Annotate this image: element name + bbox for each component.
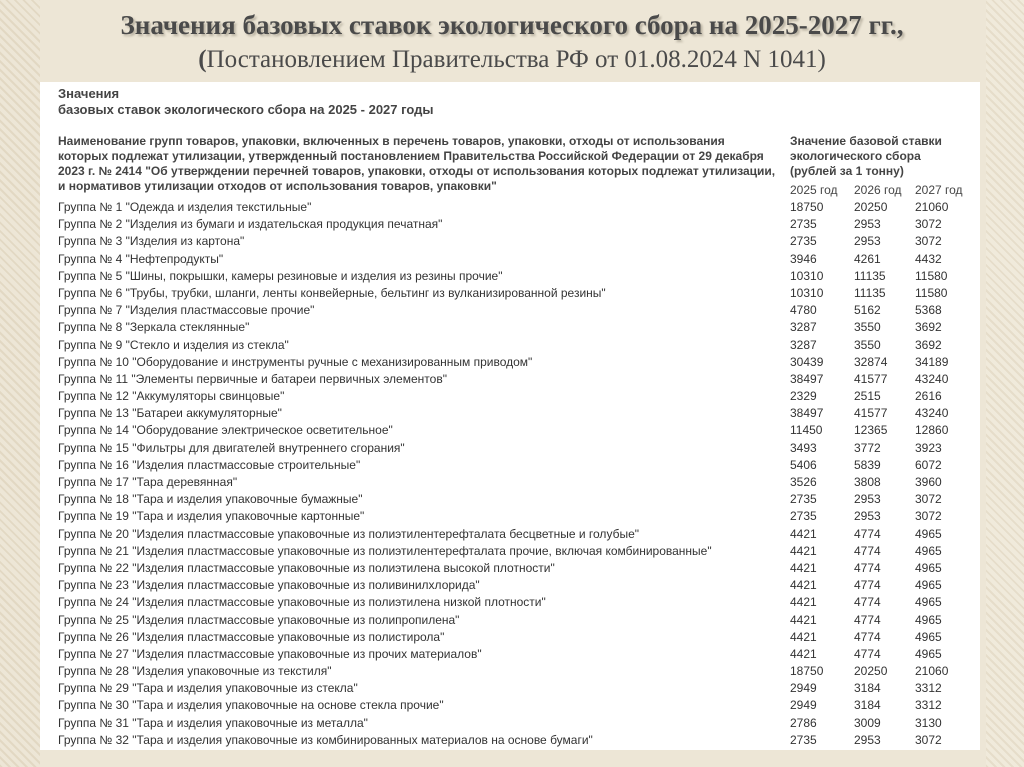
group-name-cell: Группа № 27 "Изделия пластмассовые упаковочные из прочих материалов" [58,646,482,661]
value-2027-cell: 3923 [915,440,942,455]
value-2026-cell: 2953 [854,492,881,507]
group-name-cell: Группа № 22 "Изделия пластмассовые упаковочные из полиэтилена высокой плотности" [58,560,555,575]
value-2025-cell: 4421 [790,560,817,575]
slide-title-line2 [0,44,1024,76]
value-2027-cell: 11580 [915,285,948,300]
table-row [58,251,968,268]
value-2027-cell: 34189 [915,354,949,369]
group-name-cell: Группа № 12 "Аккумуляторы свинцовые" [58,389,285,404]
value-2026-cell: 5839 [854,457,881,472]
value-2026-cell: 41577 [854,371,888,386]
value-2025-cell: 38497 [790,371,824,386]
value-2027-cell: 3130 [915,715,942,730]
value-2025-cell: 2329 [790,389,817,404]
value-2025-cell: 2949 [790,698,817,713]
value-2027-cell: 3960 [915,475,942,489]
group-name-cell: Группа № 21 "Изделия пластмассовые упаковочные из полиэтилентерефталата прочие, включая комбинированные" [58,543,712,558]
value-2025-cell: 4421 [790,595,817,610]
value-2027-cell: 4965 [915,560,942,575]
group-name-cell: Группа № 13 "Батареи аккумуляторные" [58,406,282,421]
value-2027-cell: 12860 [915,423,949,438]
table-row [58,422,968,439]
value-2025-cell: 3287 [790,320,817,335]
value-2025-cell: 30439 [790,354,824,369]
value-2027-cell: 6072 [915,457,942,472]
group-name-cell: Группа № 32 "Тара и изделия упаковочные из комбинированных материалов на основе бумаги" [58,732,593,747]
document-heading-line1: Значения [58,86,120,101]
group-name-cell: Группа № 24 "Изделия пластмассовые упаковочные из полиэтилена низкой плотности" [58,595,546,610]
value-2026-cell: 4774 [854,595,881,610]
value-2026-cell: 3550 [854,320,881,335]
value-2025-cell: 2735 [790,492,817,507]
table-row [58,577,968,594]
value-2026-cell: 12365 [854,423,888,438]
value-2025-cell: 3946 [790,251,817,266]
table-row [58,629,968,646]
year-header-row [790,182,980,199]
value-2026-cell: 11135 [854,285,886,300]
year-header-2026: 2026 год [854,183,902,197]
value-2025-cell: 2735 [790,217,817,232]
table-row [58,612,968,629]
column-header-name: Наименование групп товаров, упаковки, включенных в перечень товаров, упаковки, отходы от использования которых подлежат утилизации, утвержденный постановлением Правительства Российской Федерации от 29 декабря 2023 г. № 2414 "Об утверждении перечней товаров, упаковки, отходы от использования которых подлежат утилизации, и нормативов утилизации отходов от использования товаров, упаковки" [58,134,776,193]
group-name-cell: Группа № 26 "Изделия пластмассовые упаковочные из полистирола" [58,629,445,644]
value-2025-cell: 4421 [790,629,817,644]
value-2027-cell: 3312 [915,698,942,713]
group-name-cell: Группа № 31 "Тара и изделия упаковочные из металла" [58,715,368,730]
value-2025-cell: 18750 [790,200,824,214]
value-2027-cell: 43240 [915,371,949,386]
table-row [58,508,968,525]
value-2027-cell: 4432 [915,251,942,266]
group-name-cell: Группа № 9 "Стекло и изделия из стекла" [58,337,289,352]
table-row [58,233,968,250]
value-2027-cell: 43240 [915,406,949,421]
table-row [58,440,968,457]
value-2026-cell: 2953 [854,217,881,232]
group-name-cell: Группа № 28 "Изделия упаковочные из текстиля" [58,664,332,679]
value-2026-cell: 4774 [854,646,881,661]
table-row [58,474,968,491]
value-2026-cell: 41577 [854,406,888,421]
group-name-cell: Группа № 23 "Изделия пластмассовые упаковочные из поливинилхлорида" [58,578,480,593]
table-row [58,371,968,388]
group-name-cell: Группа № 20 "Изделия пластмассовые упаковочные из полиэтилентерефталата бесцветные и голубые" [58,526,640,541]
value-2027-cell: 3072 [915,492,942,507]
value-2027-cell: 4965 [915,612,942,627]
value-2026-cell: 3184 [854,681,881,696]
value-2025-cell: 3526 [790,475,817,489]
table-row [58,560,968,577]
value-2027-cell: 4965 [915,526,942,541]
table-row [58,697,968,714]
table-row [58,319,968,336]
table-row [58,354,968,371]
value-2025-cell: 11450 [790,423,823,438]
table-row [58,526,968,543]
value-2026-cell: 20250 [854,200,888,214]
group-name-cell: Группа № 10 "Оборудование и инструменты ручные с механизированным приводом" [58,354,533,369]
group-name-cell: Группа № 30 "Тара и изделия упаковочные на основе стекла прочие" [58,698,444,713]
year-header-2027: 2027 год [915,183,963,197]
table-body [58,199,968,749]
value-2027-cell: 3072 [915,509,942,524]
group-name-cell: Группа № 14 "Оборудование электрическое осветительное" [58,423,393,438]
value-2025-cell: 2735 [790,234,817,249]
value-2027-cell: 3072 [915,732,942,747]
group-name-cell: Группа № 6 "Трубы, трубки, шланги, ленты конвейерные, бельтинг из вулканизированной резины" [58,285,606,300]
value-2025-cell: 38497 [790,406,824,421]
group-name-cell: Группа № 16 "Изделия пластмассовые строительные" [58,457,361,472]
value-2025-cell: 4421 [790,526,817,541]
value-2027-cell: 3312 [915,681,942,696]
value-2026-cell: 4774 [854,578,881,593]
table-row [58,388,968,405]
value-2026-cell: 11135 [854,268,886,283]
value-2026-cell: 3550 [854,337,881,352]
group-name-cell: Группа № 15 "Фильтры для двигателей внутреннего сгорания" [58,440,405,455]
slide-title [0,8,1024,76]
value-2026-cell: 4261 [854,251,881,266]
value-2025-cell: 10310 [790,285,824,300]
group-name-cell: Группа № 17 "Тара деревянная" [58,475,238,489]
value-2026-cell: 32874 [854,354,888,369]
value-2027-cell: 2616 [915,389,942,404]
value-2025-cell: 2735 [790,732,817,747]
value-2025-cell: 5406 [790,457,817,472]
value-2027-cell: 3692 [915,320,942,335]
table-row [58,199,968,216]
value-2027-cell: 4965 [915,595,942,610]
group-name-cell: Группа № 19 "Тара и изделия упаковочные картонные" [58,509,365,524]
value-2027-cell: 21060 [915,664,949,679]
table-row [58,285,968,302]
value-2025-cell: 4421 [790,578,817,593]
value-2026-cell: 2953 [854,234,881,249]
value-2025-cell: 3287 [790,337,817,352]
group-name-cell: Группа № 29 "Тара и изделия упаковочные из стекла" [58,681,358,696]
group-name-cell: Группа № 2 "Изделия из бумаги и издательская продукция печатная" [58,217,443,232]
slide-left-border [0,0,40,767]
group-name-cell: Группа № 8 "Зеркала стеклянные" [58,320,250,335]
value-2027-cell: 5368 [915,303,942,318]
table-row [58,543,968,560]
table-row [58,268,968,285]
group-name-cell: Группа № 1 "Одежда и изделия текстильные" [58,200,312,214]
value-2026-cell: 5162 [854,303,881,318]
value-2025-cell: 4780 [790,303,817,318]
value-2026-cell: 2953 [854,509,881,524]
value-2025-cell: 2949 [790,681,817,696]
table-row [58,405,968,422]
group-name-cell: Группа № 3 "Изделия из картона" [58,234,245,249]
value-2027-cell: 21060 [915,200,949,214]
value-2027-cell: 4965 [915,578,942,593]
value-2027-cell: 4965 [915,629,942,644]
value-2026-cell: 3772 [854,440,881,455]
table-row [58,663,968,680]
table-row [58,337,968,354]
value-2025-cell: 4421 [790,612,817,627]
value-2027-cell: 4965 [915,543,942,558]
value-2027-cell: 4965 [915,646,942,661]
group-name-cell: Группа № 25 "Изделия пластмассовые упаковочные из полипропилена" [58,612,460,627]
slide-right-border [986,0,1024,767]
value-2027-cell: 3072 [915,234,942,249]
table-row [58,680,968,697]
value-2026-cell: 20250 [854,664,888,679]
value-2026-cell: 4774 [854,560,881,575]
table-row [58,302,968,319]
slide-title-paren: ( [198,46,207,73]
group-name-cell: Группа № 5 "Шины, покрышки, камеры резиновые и изделия из резины прочие" [58,268,503,283]
value-2026-cell: 3808 [854,475,881,489]
value-2025-cell: 3493 [790,440,817,455]
value-2025-cell: 4421 [790,543,817,558]
value-2025-cell: 2786 [790,715,817,730]
group-name-cell: Группа № 7 "Изделия пластмассовые прочие" [58,303,315,318]
value-2026-cell: 4774 [854,543,881,558]
value-2026-cell: 4774 [854,629,881,644]
value-2025-cell: 2735 [790,509,817,524]
column-header-value: Значение базовой ставки экологического сбора (рублей за 1 тонну) [790,134,942,178]
table-row [58,216,968,233]
value-2025-cell: 18750 [790,664,824,679]
value-2026-cell: 2953 [854,732,881,747]
table-row [58,646,968,663]
value-2025-cell: 4421 [790,646,817,661]
value-2027-cell: 3692 [915,337,942,352]
table-row [58,715,968,732]
table-row [58,457,968,474]
value-2025-cell: 10310 [790,268,824,283]
table-row [58,732,968,749]
value-2027-cell: 3072 [915,217,942,232]
value-2026-cell: 3184 [854,698,881,713]
group-name-cell: Группа № 4 "Нефтепродукты" [58,251,224,266]
slide-title-line1: Значения базовых ставок экологического сбора на 2025-2027 гг., [120,10,904,40]
value-2027-cell: 11580 [915,268,948,283]
table-row [58,491,968,508]
document-heading [58,86,434,118]
group-name-cell: Группа № 18 "Тара и изделия упаковочные бумажные" [58,492,363,507]
group-name-cell: Группа № 11 "Элементы первичные и батареи первичных элементов" [58,371,447,386]
value-2026-cell: 4774 [854,526,881,541]
value-2026-cell: 3009 [854,715,881,730]
document-heading-line2: базовых ставок экологического сбора на 2025 - 2027 годы [58,102,434,117]
table-row [58,594,968,611]
slide-title-line2-text: Постановлением Правительства РФ от 01.08.2024 N 1041) [206,46,826,73]
year-header-2025: 2025 год [790,183,838,197]
document-excerpt [40,82,980,750]
value-2026-cell: 4774 [854,612,881,627]
value-2026-cell: 2515 [854,389,881,404]
